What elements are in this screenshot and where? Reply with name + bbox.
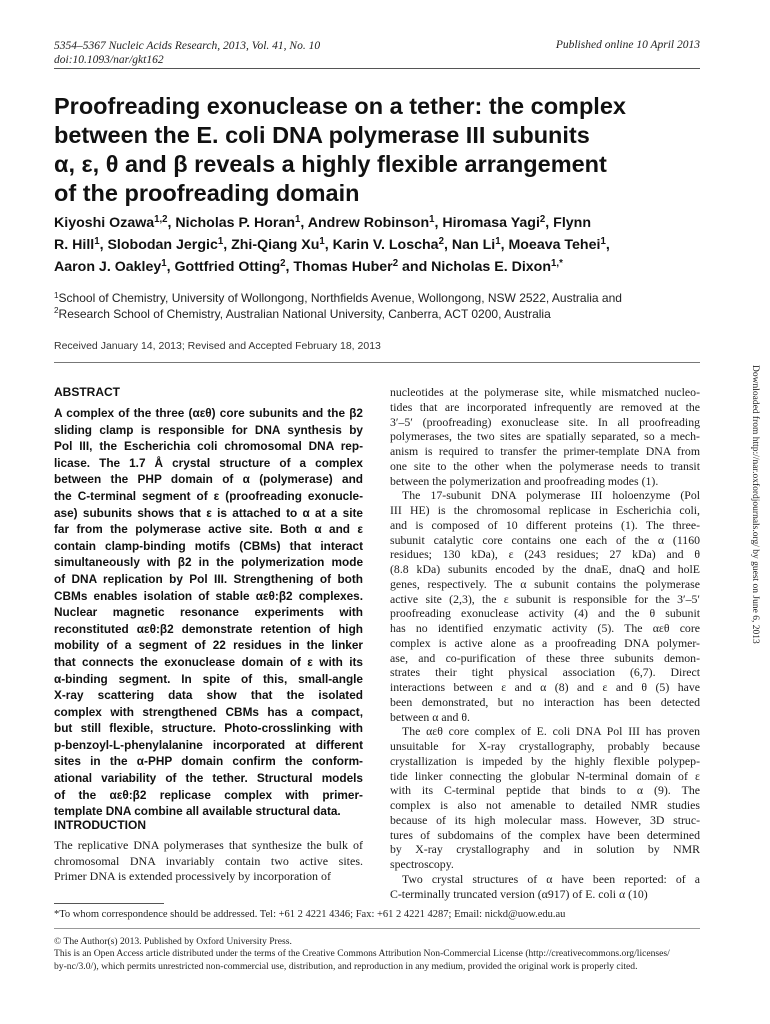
abstract-line: template DNA combine all available structural data. bbox=[54, 804, 341, 819]
paragraph-line: ase, and co-purification of these three subunits demon- bbox=[390, 650, 700, 665]
paragraph-line: strates their tight physical association (6,7). Direct bbox=[390, 665, 700, 680]
paragraph-line: tures of subdomains of the complex have been determined bbox=[390, 827, 700, 842]
abstract-line: between the PHP domain of α (polymerase) and bbox=[54, 472, 363, 487]
affiliation-line bbox=[54, 307, 734, 323]
paragraph-line: III HE) is the chromosomal replicase in Escherichia coli, bbox=[390, 503, 700, 517]
paragraph-line: genes, respectively. The α subunit contains the polymerase bbox=[390, 576, 700, 591]
abstract-line: ational variability of the tether. Structural models bbox=[54, 771, 363, 786]
abstract-line: A complex of the three (αεθ) core subunits and the β2 bbox=[54, 406, 363, 420]
author-line bbox=[54, 234, 724, 256]
affiliation-marker: 1 bbox=[295, 213, 301, 225]
paragraph-line: active site (2,3), the ε subunit is responsible for the 3′–5′ bbox=[390, 591, 700, 606]
affiliation-marker: 1 bbox=[319, 235, 325, 247]
author-list bbox=[54, 212, 724, 278]
author-name: Aaron J. Oakley bbox=[54, 259, 162, 275]
abstract-line: but still flexible, structure. Photo-crosslinking with bbox=[54, 721, 363, 736]
affiliation-text: Research School of Chemistry, Australian National University, Canberra, ACT 0200, Australia bbox=[58, 306, 551, 321]
author-name: , Hiromasa Yagi bbox=[434, 215, 540, 231]
abstract-line: p-benzoyl-L-phenylalanine incorporated at different bbox=[54, 737, 363, 752]
author-name: and Nicholas E. Dixon bbox=[398, 259, 552, 275]
paragraph-line: crystallization is impeded by the highly flexible polypep- bbox=[390, 753, 700, 768]
paragraph-line: chromosomal DNA invariably contain two active sites. bbox=[54, 853, 363, 868]
affiliation-marker: 1 bbox=[600, 235, 606, 247]
paragraph-line: with its C-terminal peptide that binds to α (9). The bbox=[390, 783, 700, 798]
paragraph-line: C-terminally truncated version (α917) of E. coli α (10) bbox=[390, 886, 648, 901]
affiliation-marker: 1,* bbox=[551, 257, 563, 269]
affiliation-marker: 2 bbox=[438, 235, 444, 247]
abstract-line: contain clamp-binding motifs (CBMs) that interact bbox=[54, 538, 363, 553]
affiliations bbox=[54, 291, 734, 322]
paragraph-line: anism is required to transfer the primer-template DNA from bbox=[390, 444, 700, 458]
affiliation-marker: 2 bbox=[392, 257, 399, 269]
author-name: Kiyoshi Ozawa bbox=[54, 215, 155, 231]
author-name: , bbox=[605, 237, 610, 253]
affiliation-text: School of Chemistry, University of Wollongong, Northfields Avenue, Wollongong, NSW 2522, Australia and bbox=[58, 291, 622, 305]
title-line: between the E. coli DNA polymerase III subunits bbox=[54, 122, 590, 148]
citation-line: 5354–5367 Nucleic Acids Research, 2013, Vol. 41, No. 10 bbox=[54, 40, 321, 52]
affiliation-marker: 1 bbox=[217, 235, 224, 247]
download-notice[interactable]: Downloaded from http://nar.oxfordjournals.org/ by guest on June 6, 2013 bbox=[750, 365, 760, 644]
paragraph-line: has no identified enzymatic activity (5). The αεθ core bbox=[390, 621, 700, 635]
abstract-line: X-ray scattering data show that the isolated bbox=[54, 688, 363, 703]
author-name: , Flynn bbox=[545, 215, 592, 231]
abstract-line: Pol III, the Escherichia coli chromosomal DNA rep- bbox=[54, 439, 363, 454]
author-line bbox=[54, 212, 724, 234]
abstract-line: of DNA replication by Pol III. Strengthening of both bbox=[54, 571, 363, 586]
paragraph-line: The αεθ core complex of E. coli DNA Pol III has proven bbox=[402, 724, 700, 739]
paragraph-line: between the polymerization and proofreading modes (1). bbox=[390, 473, 659, 488]
author-line bbox=[54, 256, 724, 278]
right-column-text bbox=[390, 385, 700, 901]
affiliation-marker: 1,2 bbox=[154, 213, 168, 225]
affiliation-marker: 2 bbox=[539, 213, 546, 225]
abstract-line: of the αεθ:β2 replicase complex with primer- bbox=[54, 787, 363, 802]
affiliation-marker: 1 bbox=[54, 290, 59, 300]
abstract-line: mobility of a segment of 22 residues in the linker bbox=[54, 638, 363, 653]
footnote-divider bbox=[54, 903, 164, 904]
paragraph-line: subunit catalytic core contains one each of the α (1160 bbox=[390, 532, 700, 547]
author-name: , Andrew Robinson bbox=[300, 215, 430, 231]
abstract-heading: ABSTRACT bbox=[54, 385, 120, 399]
paragraph-line: tide linker connecting the globular N-terminal domain of ε bbox=[390, 768, 700, 783]
correspondence-note: *To whom correspondence should be addressed. Tel: +61 2 4221 4346; Fax: +61 2 4221 4287; Email: nickd@uow.edu.au bbox=[54, 909, 566, 920]
author-name: , Nan Li bbox=[443, 237, 496, 253]
paragraph-line: tides that are incorporated infrequently are removed at the bbox=[390, 399, 700, 414]
abstract-line: licase. The 1.7 Å crystal structure of a complex bbox=[54, 455, 363, 470]
abstract-line: α-binding segment. In spite of this, small-angle bbox=[54, 671, 363, 686]
paragraph-line: one site to the other when the polymerase needs to transit bbox=[390, 458, 700, 473]
abstract-line: Nuclear magnetic resonance experiments with bbox=[54, 605, 363, 620]
author-name: , Karin V. Loscha bbox=[324, 237, 439, 253]
author-name: , Thomas Huber bbox=[285, 259, 393, 275]
copyright-divider bbox=[54, 928, 700, 929]
abstract-line: sliding clamp is responsible for DNA synthesis by bbox=[54, 422, 363, 437]
copyright-line: by-nc/3.0/), which permits unrestricted non-commercial use, distribution, and reproduction in any medium, provided the original work is properly cited. bbox=[54, 960, 638, 972]
abstract-body bbox=[54, 405, 363, 820]
paragraph-line: The 17-subunit DNA polymerase III holoenzyme (Pol bbox=[402, 488, 700, 503]
title-line: of the proofreading domain bbox=[54, 180, 360, 206]
abstract-line: ase) subunits shows that ε is attached to α at a site bbox=[54, 505, 363, 520]
abstract-line: that connects the exonuclease domain of ε with its bbox=[54, 654, 363, 669]
received-divider bbox=[54, 362, 700, 363]
received-dates: Received January 14, 2013; Revised and Accepted February 18, 2013 bbox=[54, 340, 381, 352]
abstract-line: far from the polymerase active site. Both α and ε bbox=[54, 522, 363, 537]
abstract-line: reconstituted αεθ:β2 demonstrate retention of high bbox=[54, 621, 363, 636]
journal-header bbox=[54, 39, 320, 67]
article-title bbox=[54, 92, 734, 208]
paragraph-line: Primer DNA is extended processively by incorporation of bbox=[54, 869, 331, 884]
title-line: Proofreading exonuclease on a tether: the complex bbox=[54, 93, 626, 119]
doi-line: doi:10.1093/nar/gkt162 bbox=[54, 54, 164, 66]
download-sidebar bbox=[748, 365, 762, 670]
author-name: , Gottfried Otting bbox=[166, 259, 281, 275]
paragraph-line: residues; 130 kDa), ε (243 residues; 27 kDa) and θ bbox=[390, 547, 700, 562]
paragraph-line: nucleotides at the polymerase site, while mismatched nucleo- bbox=[390, 385, 700, 399]
affiliation-marker: 1 bbox=[429, 213, 435, 225]
affiliation-marker: 1 bbox=[94, 235, 100, 247]
affiliation-line bbox=[54, 291, 734, 307]
paragraph-line: been demonstrated, but no interaction has been detected bbox=[390, 694, 700, 709]
paragraph-line: The replicative DNA polymerases that synthesize the bulk of bbox=[54, 838, 363, 852]
introduction-heading: INTRODUCTION bbox=[54, 818, 146, 832]
paragraph-line: Two crystal structures of α have been reported: of a bbox=[402, 871, 700, 886]
published-date: Published online 10 April 2013 bbox=[555, 39, 700, 51]
affiliation-marker: 1 bbox=[495, 235, 501, 247]
abstract-line: the C-terminal segment of ε (proofreading exonucle- bbox=[54, 488, 363, 503]
paragraph-line: (8.8 kDa) subunits encoded by the dnaE, dnaQ and holE bbox=[390, 562, 700, 576]
affiliation-marker: 2 bbox=[54, 306, 59, 316]
paragraph-line: because of its high molecular mass. However, 3D struc- bbox=[390, 812, 700, 827]
paragraph-line: polymerases, the two sites are spatially separated, so a mech- bbox=[390, 429, 700, 444]
copyright-line: This is an Open Access article distributed under the terms of the Creative Commons Attribution Non-Commercial License (http://creativecommons.org/licenses/ bbox=[54, 948, 670, 960]
abstract-line: complex with strengthened CBMs has a compact, bbox=[54, 704, 363, 719]
abstract-line: CBMs enables isolation of stable αεθ:β2 complexes. bbox=[54, 588, 363, 603]
introduction-body bbox=[54, 838, 363, 885]
copyright-line: © The Author(s) 2013. Published by Oxford University Press. bbox=[54, 936, 292, 947]
paragraph-line: spectroscopy. bbox=[390, 857, 454, 871]
abstract-line: simultaneously with β2 in the polymerization mode bbox=[54, 555, 363, 570]
paragraph-line: 3′–5′ (proofreading) exonuclease site. In all proofreading bbox=[390, 414, 700, 429]
affiliation-marker: 2 bbox=[280, 257, 286, 269]
title-line: α, ε, θ and β reveals a highly flexible arrangement bbox=[54, 151, 607, 177]
affiliation-marker: 1 bbox=[161, 257, 167, 269]
author-name: , Moeava Tehei bbox=[500, 237, 601, 253]
author-name: R. Hill bbox=[54, 237, 95, 253]
paragraph-line: interactions between ε and α (8) and ε and θ (5) have bbox=[390, 680, 700, 694]
paragraph-line: unsuitable for X-ray crystallography, probably because bbox=[390, 739, 700, 753]
header-divider bbox=[54, 68, 700, 69]
author-name: , Nicholas P. Horan bbox=[167, 215, 296, 231]
author-name: , Zhi-Qiang Xu bbox=[223, 237, 320, 253]
paragraph-line: complex is also not amenable to detailed NMR studies bbox=[390, 798, 700, 812]
paragraph-line: proofreading exonuclease activity (4) and the θ subunit bbox=[390, 606, 700, 621]
author-name: , Slobodan Jergic bbox=[99, 237, 218, 253]
paragraph-line: between α and θ. bbox=[390, 709, 470, 724]
abstract-line: sites in the α-PHP domain confirm the conform- bbox=[54, 754, 363, 769]
copyright-notice bbox=[54, 936, 700, 973]
paragraph-line: complex is active alone as a proofreading DNA polymer- bbox=[390, 635, 700, 650]
paragraph-line: by X-ray crystallography and in solution by NMR bbox=[390, 842, 700, 857]
paragraph-line: and is composed of 10 different proteins (1). The three- bbox=[390, 517, 700, 532]
